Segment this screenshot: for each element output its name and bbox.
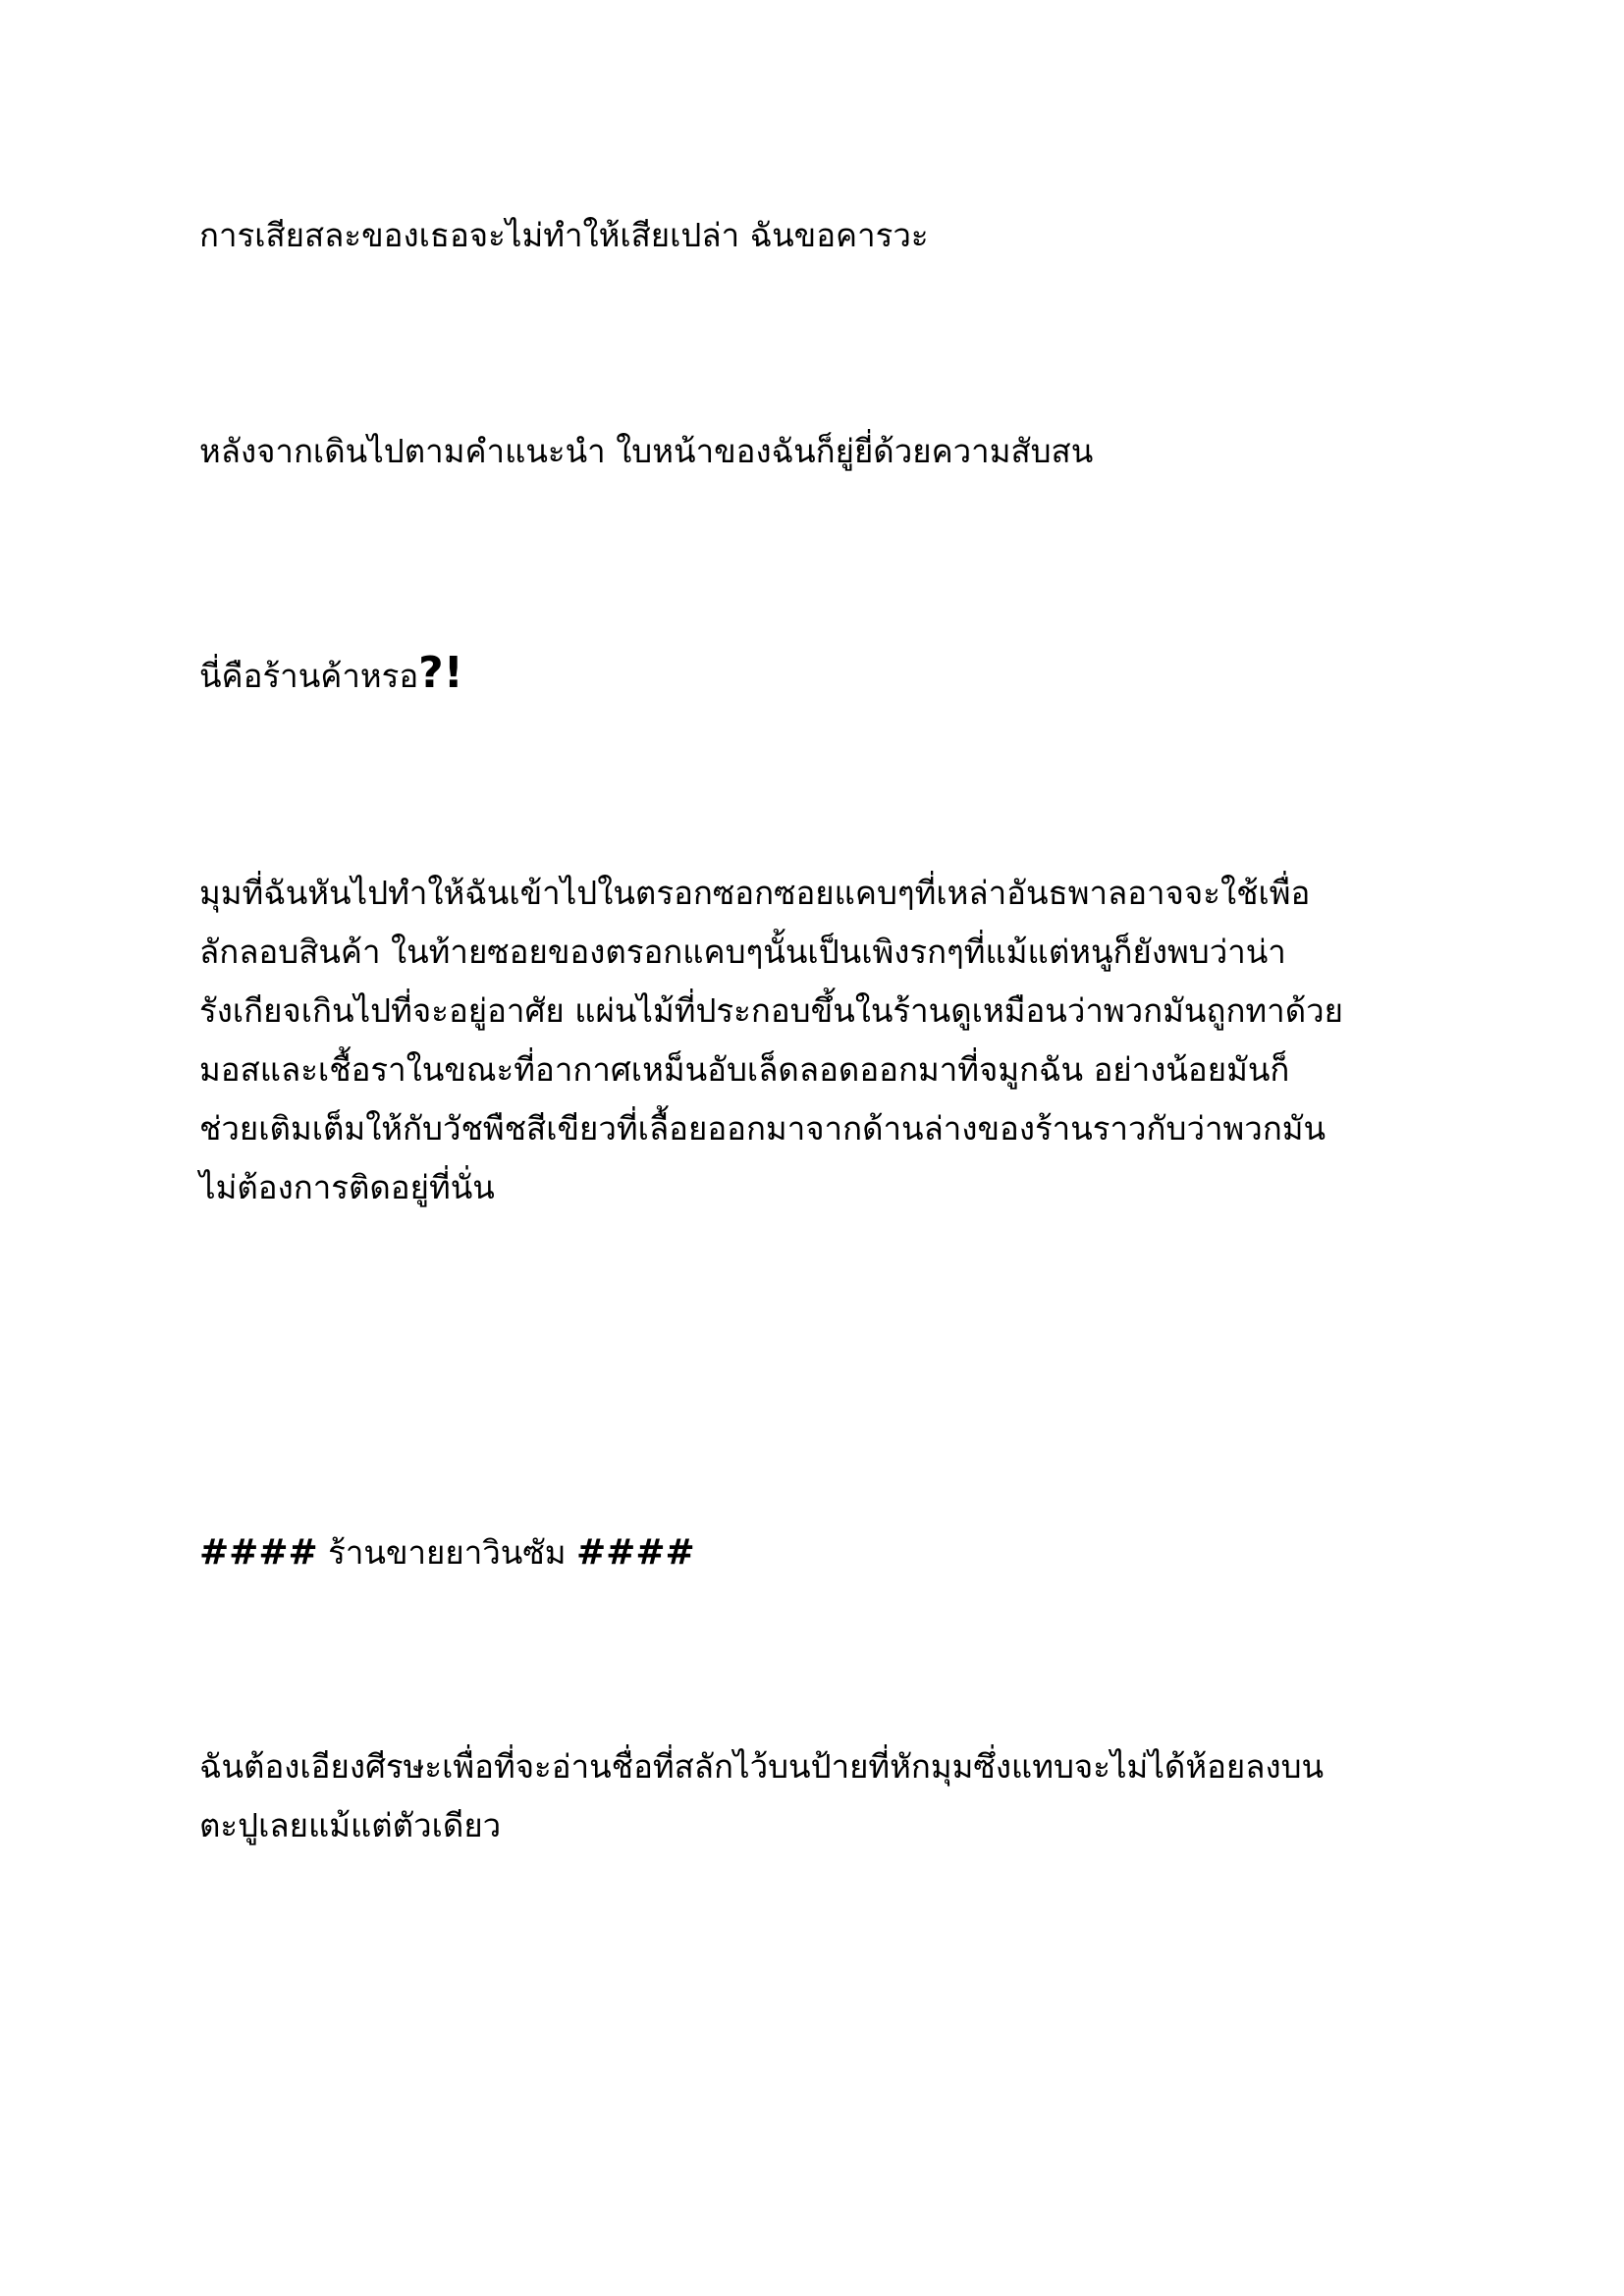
- question-punctuation: ?!: [418, 648, 463, 698]
- text-line: มอสและเชื้อราในขณะที่อากาศเหม็นอับเล็ดลอดออกมาที่จมูกฉัน อย่างน้อยมันก็: [199, 1050, 1290, 1089]
- text-line: ตะปูเลยแม้แต่ตัวเดียว: [199, 1806, 502, 1844]
- paragraph-question: [199, 644, 1476, 706]
- text-line: ไม่ต้องการติดอยู่ที่นั่น: [199, 1168, 495, 1206]
- heading-suffix: ####: [576, 1532, 695, 1573]
- text-line: ลักลอบสินค้า ในท้ายซอยของตรอกแคบๆนั้นเป็นเพิงรกๆที่แม้แต่หนูก็ยังพบว่าน่า: [199, 933, 1286, 971]
- heading-line: [199, 1523, 1476, 1582]
- text-line: ช่วยเติมเต็มให้กับวัชพืชสีเขียวที่เลื้อยออกมาจากด้านล่างของร้านราวกับว่าพวกมัน: [199, 1109, 1326, 1148]
- text-line: [199, 644, 1476, 706]
- question-text: นี่คือร้านค้าหรอ: [199, 657, 419, 695]
- paragraph-signboard: [199, 1737, 1476, 1855]
- text-line: รังเกียจเกินไปที่จะอยู่อาศัย แผ่นไม้ที่ประกอบขึ้นในร้านดูเหมือนว่าพวกมันถูกทาด้วย: [199, 991, 1344, 1030]
- paragraph-sacrifice: [199, 206, 1476, 265]
- paragraph-confusion: [199, 422, 1476, 481]
- text-line: ฉันต้องเอียงศีรษะเพื่อที่จะอ่านชื่อที่สลักไว้บนป้ายที่หักมุมซึ่งแทบจะไม่ได้ห้อยลงบน: [199, 1747, 1325, 1786]
- heading-prefix: ####: [199, 1532, 318, 1573]
- section-heading: [199, 1523, 1476, 1582]
- text-line: หลังจากเดินไปตามคำแนะนำ ใบหน้าของฉันก็ยู่ยี่ด้วยความสับสน: [199, 432, 1094, 470]
- paragraph-alley-description: [199, 864, 1476, 1217]
- heading-title: ร้านขายยาวินซัม: [328, 1533, 567, 1572]
- text-line: มุมที่ฉันหันไปทำให้ฉันเข้าไปในตรอกซอกซอยแคบๆที่เหล่าอันธพาลอาจจะใช้เพื่อ: [199, 874, 1311, 912]
- text-line: การเสียสละของเธอจะไม่ทำให้เสียเปล่า ฉันขอคารวะ: [199, 216, 929, 254]
